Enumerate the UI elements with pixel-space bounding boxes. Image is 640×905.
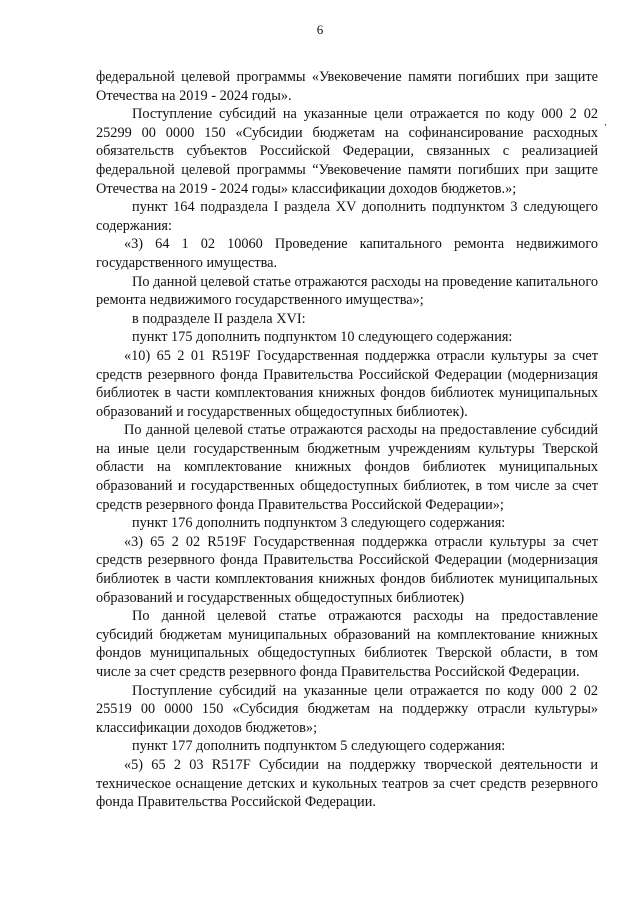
paragraph-3: пункт 164 подраздела I раздела XV дополнить подпунктом 3 следующего содержания: (96, 199, 598, 234)
page-number: 6 (316, 22, 324, 37)
paragraph-14: пункт 177 дополнить подпунктом 5 следующего содержания: (132, 738, 506, 755)
document-body (96, 68, 598, 812)
paragraph-10: пункт 176 дополнить подпунктом 3 следующего содержания: (132, 515, 506, 532)
paragraph-4: «3) 64 1 02 10060 Проведение капитального ремонта недвижимого государственного имущества. (96, 236, 598, 271)
paragraph-7: пункт 175 дополнить подпунктом 10 следующего содержания: (132, 329, 513, 346)
paragraph-12: По данной целевой статье отражаются расходы на предоставление субсидий бюджетам муниципальных образований на комплектование книжных фондов муниципальных общедоступных библиотек Тверской области, в том числе за счет средств резервного фонда Правительства Российской Федерации. (96, 608, 598, 680)
paragraph-5: По данной целевой статье отражаются расходы на проведение капитального ремонта недвижимого государственного имущества»; (96, 273, 598, 309)
margin-mark: ‚ (604, 118, 607, 128)
paragraph-9: По данной целевой статье отражаются расходы на предоставление субсидий на иные цели государственным бюджетным учреждениям культуры Тверской области на комплектование книжных фондов библиотек муниципальных образований и государственных общедоступных библиотек, в том числе за счет средств резервного фонда Правительства Российской Федерации»; (96, 422, 598, 513)
paragraph-11: «3) 65 2 02 R519F Государственная поддержка отрасли культуры за счет средств резервного фонда Правительства Российской Федерации (модернизация библиотек в части комплектования книжных фондов библиотек муниципальных образований и государственных общедоступных библиотек) (96, 533, 598, 606)
paragraph-13: Поступление субсидий на указанные цели отражается по коду 000 2 02 25519 00 0000 150 «Субсидия бюджетам на поддержку отрасли культуры» классификации доходов бюджетов»; (96, 682, 598, 736)
paragraph-2: Поступление субсидий на указанные цели отражается по коду 000 2 02 25299 00 0000 150 «Субсидии бюджетам на софинансирование расходных обязательств субъектов Российской Федерации, связанных с реализацией федеральной целевой программы “Увековечение памяти погибших при защите Отечества на 2019 - 2024 годы» классификации доходов бюджетов.»; (96, 106, 598, 197)
paragraph-1: федеральной целевой программы «Увековечение памяти погибших при защите Отечества на 2019 - 2024 годы». (96, 69, 598, 104)
paragraph-6: в подразделе II раздела XVI: (132, 310, 306, 327)
paragraph-8: «10) 65 2 01 R519F Государственная поддержка отрасли культуры за счет средств резервного фонда Правительства Российской Федерации (модернизация библиотек в части комплектования книжных фондов библиотек муниципальных образований и государственных общедоступных библиотек). (96, 347, 598, 420)
paragraph-15: «5) 65 2 03 R517F Субсидии на поддержку творческой деятельности и техническое оснащение детских и кукольных театров за счет средств резервного фонда Правительства Российской Федерации. (96, 756, 598, 811)
